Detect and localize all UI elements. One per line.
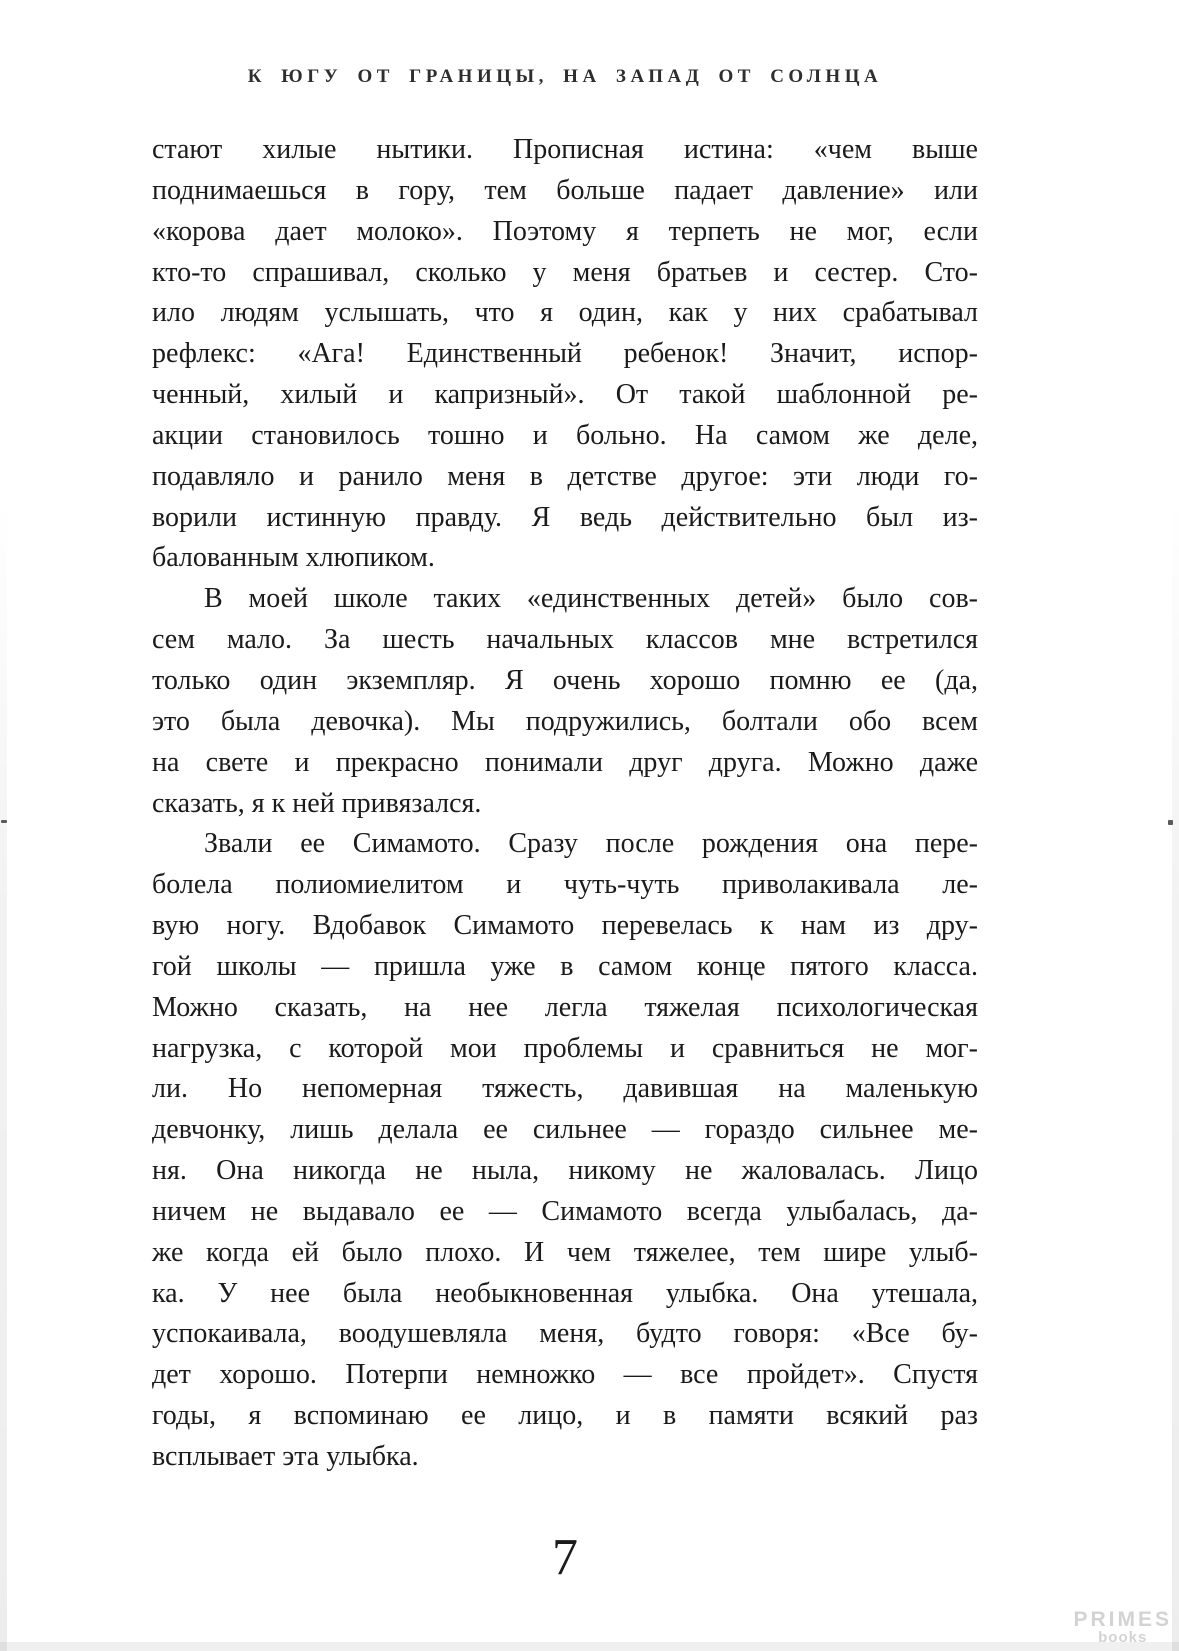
text-line: дет хорошо. Потерпи немножко — все пройдет». Спустя <box>152 1359 978 1391</box>
text-line: акции становилось тошно и больно. На самом же деле, <box>152 419 978 451</box>
text-line: ило людям услышать, что я один, как у них срабатывал <box>152 297 978 329</box>
text-line: только один экземпляр. Я очень хорошо помню ее (да, <box>152 664 978 696</box>
scan-artifact-left <box>1 820 7 823</box>
scan-edge-left <box>0 0 7 1651</box>
text-line: ченный, хилый и капризный». От такой шаблонной ре- <box>152 379 978 411</box>
text-line: вую ногу. Вдобавок Симамото перевелась к нам из дру- <box>152 910 978 942</box>
text-line: Можно сказать, на нее легла тяжелая психологическая <box>152 991 978 1023</box>
text-line: «корова дает молоко». Поэтому я терпеть не мог, если <box>152 215 978 247</box>
text-line: всплывает эта улыбка. <box>152 1441 419 1472</box>
scan-edge-right <box>1172 0 1179 1651</box>
body-text <box>152 130 978 1478</box>
text-line: успокаивала, воодушевляла меня, будто говоря: «Все бу- <box>152 1318 978 1350</box>
text-line: ли. Но непомерная тяжесть, давившая на маленькую <box>152 1073 978 1105</box>
publisher-watermark <box>1073 1609 1172 1645</box>
text-line: годы, я вспоминаю ее лицо, и в памяти всякий раз <box>152 1400 978 1432</box>
text-line: девчонку, лишь делала ее сильнее — гораздо сильнее ме- <box>152 1114 978 1146</box>
text-line: подавляло и ранило меня в детстве другое: эти люди го- <box>152 460 978 492</box>
scan-artifact-right <box>1168 820 1173 825</box>
text-line: сказать, я к ней привязался. <box>152 787 482 819</box>
text-line: ничем не выдавало ее — Симамото всегда улыбалась, да- <box>152 1195 978 1227</box>
text-line: же когда ей было плохо. И чем тяжелее, тем шире улыб- <box>152 1236 978 1268</box>
text-line: нагрузка, с которой мои проблемы и сравниться не мог- <box>152 1032 978 1064</box>
text-line: кто-то спрашивал, сколько у меня братьев и сестер. Сто- <box>152 256 978 288</box>
text-line: ворили истинную правду. Я ведь действительно был из- <box>152 501 978 533</box>
text-line: ня. Она никогда не ныла, никому не жаловалась. Лицо <box>152 1155 978 1187</box>
watermark-sub-text: books <box>1098 1629 1148 1646</box>
watermark-brand-text: PRIMES <box>1073 1608 1172 1631</box>
text-line: Звали ее Симамото. Сразу после рождения она пере- <box>204 828 978 860</box>
page-number: 7 <box>552 1529 578 1586</box>
text-line: стают хилые нытики. Прописная истина: «чем выше <box>152 134 978 165</box>
text-line: на свете и прекрасно понимали друг друга. Можно даже <box>152 746 978 778</box>
text-line: поднимаешься в гору, тем больше падает давление» или <box>152 174 978 206</box>
text-line: рефлекс: «Ага! Единственный ребенок! Значит, испор- <box>152 338 978 370</box>
text-line: сем мало. За шесть начальных классов мне встретился <box>152 624 978 656</box>
running-header: К ЮГУ ОТ ГРАНИЦЫ, НА ЗАПАД ОТ СОЛНЦА <box>247 66 883 87</box>
text-line: гой школы — пришла уже в самом конце пятого класса. <box>152 950 978 982</box>
text-line: болела полиомиелитом и чуть-чуть приволакивала ле- <box>152 869 978 901</box>
text-line: это была девочка). Мы подружились, болтали обо всем <box>152 705 978 737</box>
text-line: В моей школе таких «единственных детей» было сов- <box>204 583 978 615</box>
scan-edge-bottom <box>0 1642 1179 1651</box>
text-line: ка. У нее была необыкновенная улыбка. Она утешала, <box>152 1277 978 1309</box>
text-line: балованным хлюпиком. <box>152 542 435 574</box>
